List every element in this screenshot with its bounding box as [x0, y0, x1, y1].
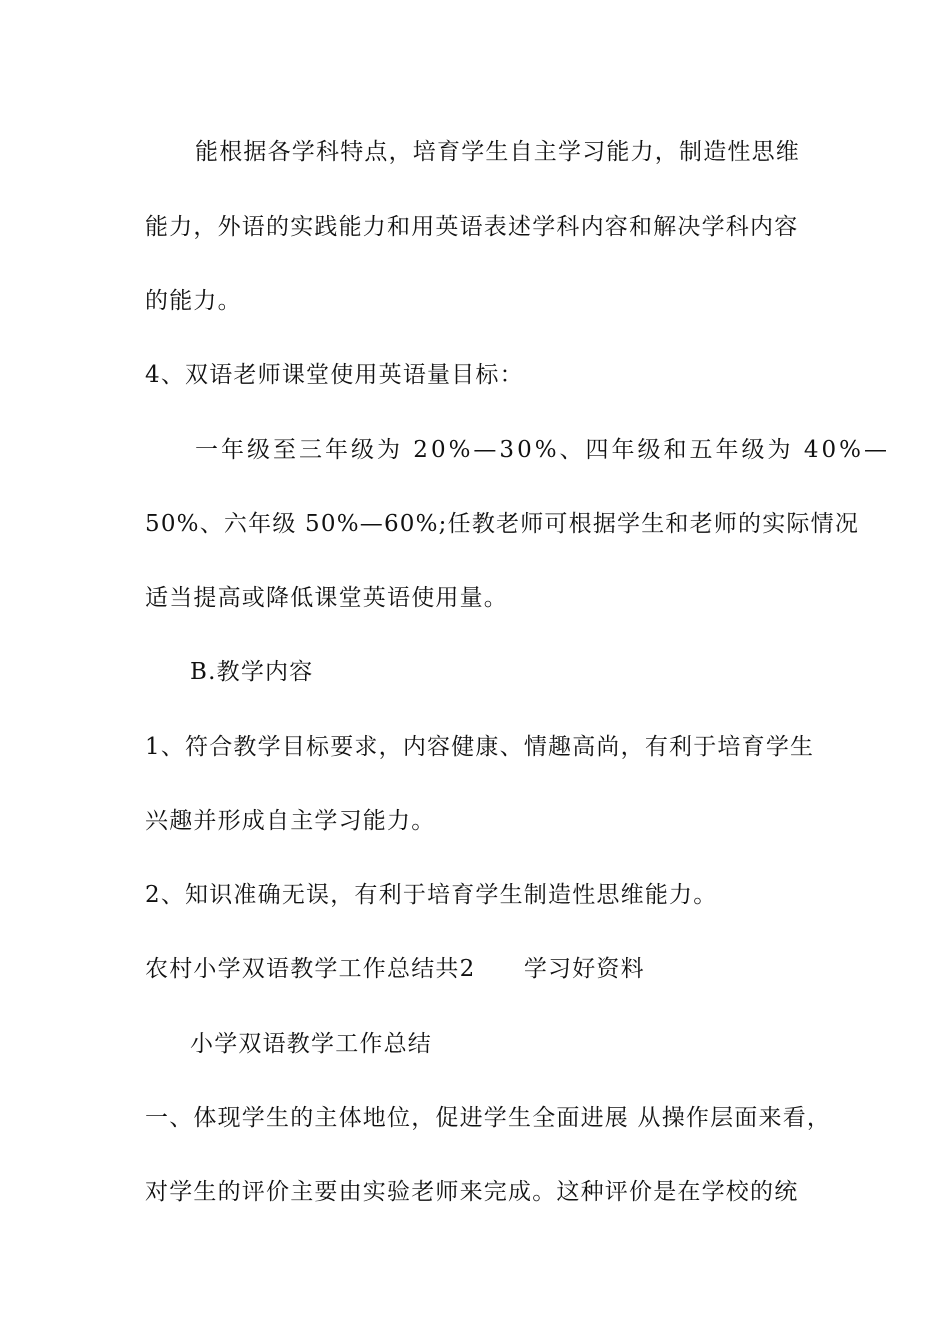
section-title: 小学双语教学工作总结 [190, 1031, 432, 1057]
paragraph-line: 的能力。 [145, 288, 242, 314]
paragraph-line: 一、体现学生的主体地位，促进学生全面进展 从操作层面来看， [145, 1105, 832, 1131]
paragraph-line: 一年级至三年级为 20%—30%、四年级和五年级为 40%— [195, 437, 890, 463]
section-heading: B.教学内容 [190, 659, 314, 685]
paragraph-line: 能力，外语的实践能力和用英语表述学科内容和解决学科内容 [145, 214, 799, 240]
paragraph-line: 50%、六年级 50%—60%;任教老师可根据学生和老师的实际情况 [145, 511, 860, 537]
document-title-line: 农村小学双语教学工作总结共2 学习好资料 [145, 956, 645, 982]
list-item: 1、符合教学目标要求，内容健康、情趣高尚，有利于培育学生 [145, 734, 815, 760]
paragraph-line: 适当提高或降低课堂英语使用量。 [145, 585, 508, 611]
paragraph-line: 兴趣并形成自主学习能力。 [145, 808, 436, 834]
paragraph-line: 对学生的评价主要由实验老师来完成。这种评价是在学校的统 [145, 1179, 799, 1205]
list-item-heading: 4、双语老师课堂使用英语量目标： [145, 362, 524, 388]
paragraph-line: 能根据各学科特点，培育学生自主学习能力，制造性思维 [195, 139, 800, 165]
list-item: 2、知识准确无误，有利于培育学生制造性思维能力。 [145, 882, 718, 908]
